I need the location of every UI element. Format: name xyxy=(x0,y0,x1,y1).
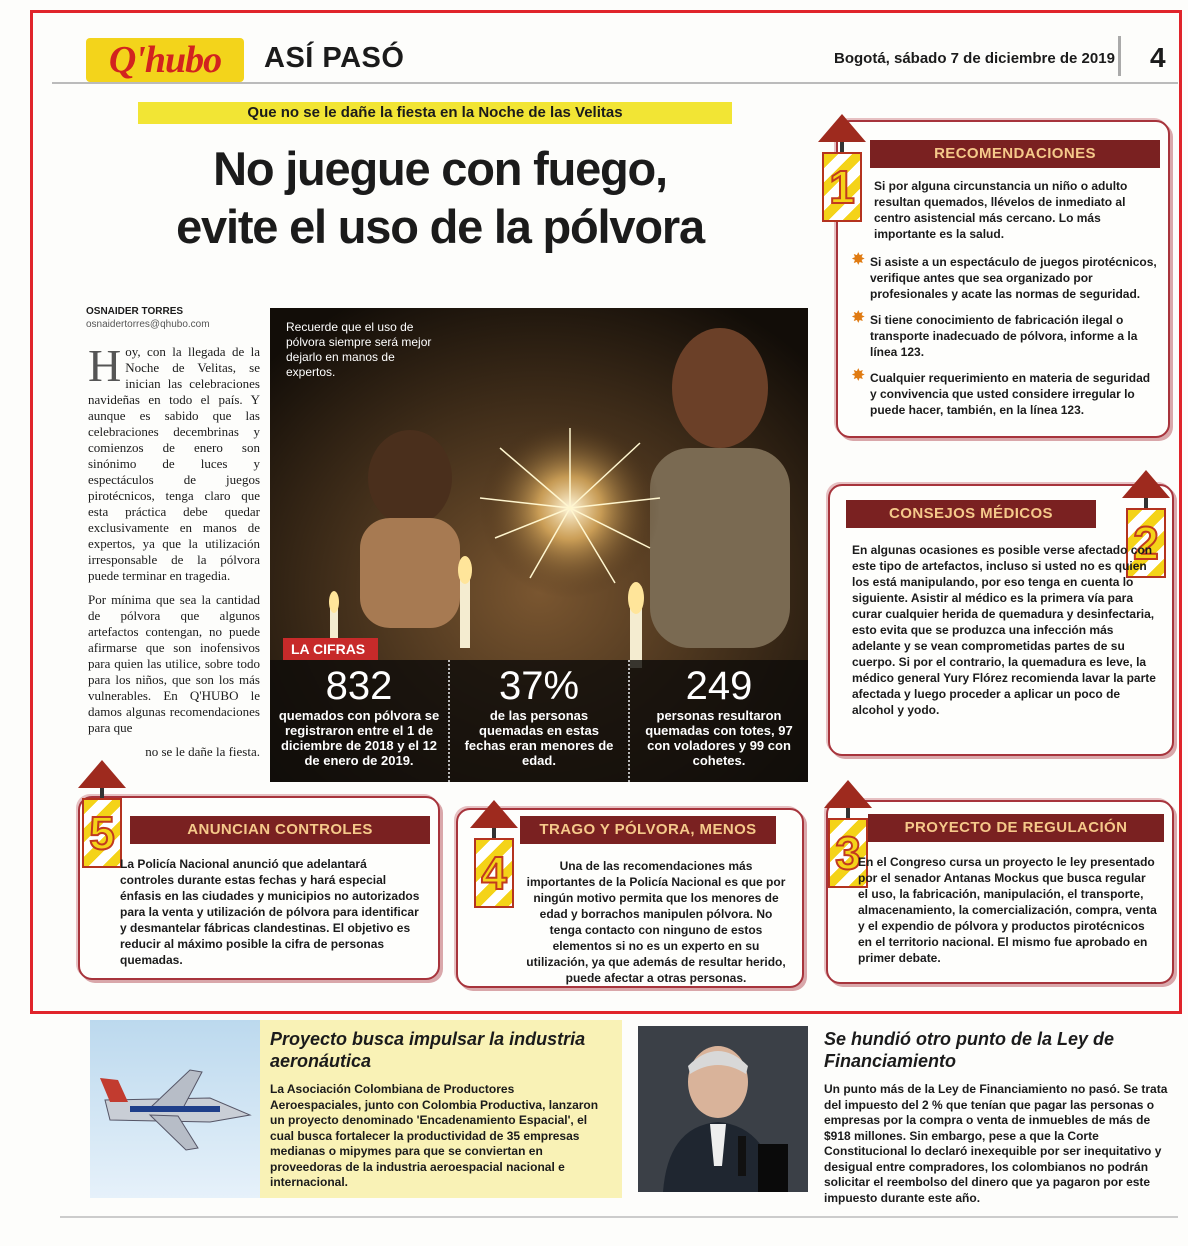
rocket-stick xyxy=(846,808,850,818)
box-anuncian-controles-title: ANUNCIAN CONTROLES xyxy=(130,816,430,844)
author-email: osnaidertorres@qhubo.com xyxy=(86,319,210,330)
rec-item-text: Si tiene conocimiento de fabricación ilegal o transporte inadecuado de pólvora, informe a la línea 123. xyxy=(870,313,1138,359)
rocket-cone xyxy=(1122,470,1170,498)
story-financiamiento-body: Un punto más de la Ley de Financiamiento no pasó. Se trata del impuesto del 2 % que tenían que pagar las personas o empresas por la compra o venta de inmuebles de más de $918 millones. Sin embargo, pese a que la Corte Constitucional lo declaró inexequible por ser inequitativo y desigual entre compradores, los colombianos no podrán solicitar el reembolso del dinero que ya pagaron por este impuesto durante este año. xyxy=(824,1082,1168,1205)
box-recomendaciones-title: RECOMENDACIONES xyxy=(870,140,1160,168)
stat-item xyxy=(270,660,450,782)
dateline: Bogotá, sábado 7 de diciembre de 2019 xyxy=(834,50,1115,67)
rocket-cone xyxy=(818,114,866,142)
paragraph-1 xyxy=(88,340,260,584)
rocket-body xyxy=(474,838,514,908)
portrait-illustration xyxy=(638,1026,808,1192)
page-number: 4 xyxy=(1150,42,1166,73)
rocket-number: 1 xyxy=(829,161,855,213)
stat-item xyxy=(450,660,630,782)
rec-item-text: Cualquier requerimiento en materia de seguridad y convivencia que usted considere irregular lo puede hacer, también, en la línea 123. xyxy=(870,371,1151,417)
rec-item xyxy=(852,309,1158,360)
rocket-marker-4 xyxy=(470,800,518,908)
rocket-stick xyxy=(492,828,496,838)
rocket-cone xyxy=(470,800,518,828)
box-consejos-medicos-body: En algunas ocasiones es posible verse afectado con este tipo de artefactos, incluso si usted no es quien los está manipulando, por eso tenga en cuenta lo siguiente. Asistir al médico es la primera vía para curar cualquier herida de quemadura y desinfectaria, esto evita que se produzca una infección más adelante y se vean comprometidas partes de su cuerpo. Si por el contrario, la quemadura es leve, la médico general Yury Flórez recomienda lavar la parte afectada y luego proceder a aplicar un poco de alcohol y yodo. xyxy=(852,543,1156,717)
jet-illustration xyxy=(90,1020,260,1198)
box-trago-polvora-body: Una de las recomendaciones más importantes de la Policía Nacional es que por ningún motivo permita que los menores de edad y borrachos manipulen pólvora. No tenga contacto con ninguno de estos elementos si no es un experto en su utilización, ya que además de resultar herido, puede afectar a otras personas. xyxy=(526,859,786,985)
rec-item xyxy=(852,251,1158,302)
jet-photo xyxy=(90,1020,260,1198)
story-aeronautica xyxy=(90,1020,622,1198)
star-icon: ✸ xyxy=(852,251,865,268)
story-financiamiento-title: Se hundió otro punto de la Ley de Financiamiento xyxy=(824,1029,1115,1071)
sparkler-photo xyxy=(270,308,808,782)
stats-label: LA CIFRAS xyxy=(283,638,378,660)
rocket-number: 5 xyxy=(89,807,115,859)
rocket-marker-5 xyxy=(78,760,126,868)
paragraph-2-end: no se le dañe la fiesta. xyxy=(145,744,260,759)
rocket-number: 2 xyxy=(1133,517,1159,569)
stat-description: quemados con pólvora se registraron entre el 1 de diciembre de 2018 y el 12 de enero de 2019. xyxy=(278,708,440,768)
rocket-stick xyxy=(840,142,844,152)
rocket-stick xyxy=(1144,498,1148,508)
header-divider xyxy=(1118,36,1121,76)
story-aeronautica-body: La Asociación Colombiana de Productores Aeroespaciales, junto con Colombia Productiva, lanzaron un proyecto denominado 'Encadenamiento Espacial', el cual busca fortalecer la productividad de 35 empresas medianas o mipymes para que se conviertan en proveedoras de la industria aeroespacial nacional e internacional. xyxy=(270,1082,599,1189)
paragraph-2-text: Por mínima que sea la cantidad de pólvora que algunos artefactos contengan, no puede afirmarse que son inofensivos para quien las utilice, sobre todo para los niños, que son los más vulnerables. En Q'HUBO le damos algunas recomendaciones para que xyxy=(88,592,260,735)
story-aeronautica-title: Proyecto busca impulsar la industria aeronáutica xyxy=(270,1029,586,1071)
stat-number: 249 xyxy=(685,664,753,708)
star-icon: ✸ xyxy=(852,367,865,384)
rocket-number: 4 xyxy=(481,847,507,899)
stat-item xyxy=(630,660,808,782)
bottom-rule xyxy=(60,1216,1178,1218)
headline-line-2: evite el uso de la pólvora xyxy=(176,200,704,253)
article-body xyxy=(88,340,260,768)
drop-cap: H xyxy=(88,340,122,391)
header-rule xyxy=(52,82,1178,84)
rocket-cone xyxy=(78,760,126,788)
box-consejos-medicos-title: CONSEJOS MÉDICOS xyxy=(846,500,1096,528)
box-recomendaciones-body xyxy=(852,178,1158,428)
headline-line-1: No juegue con fuego, xyxy=(213,142,667,195)
rec-item xyxy=(852,367,1158,418)
author-name: OSNAIDER TORRES xyxy=(86,306,184,317)
rec-intro: Si por alguna circunstancia un niño o adulto resultan quemados, llévelos de inmediato al centro asistencial más cercano. Lo más importante es la salud. xyxy=(874,179,1128,241)
rocket-stick xyxy=(100,788,104,798)
photo-caption: Recuerde que el uso de pólvora siempre será mejor dejarlo en manos de expertos. xyxy=(286,320,432,379)
stats-panel xyxy=(270,660,808,782)
box-proyecto-regulacion-body: En el Congreso cursa un proyecto le ley presentado por el senador Antanas Mockus que busca regular el uso, la fabricación, manipulación, el transporte, almacenamiento, la comercialización, compra, venta y el expendio de pólvora y productos pirotécnicos en el territorio nacional. El mismo fue aprobado en primer debate. xyxy=(858,855,1157,965)
box-proyecto-regulacion-title: PROYECTO DE REGULACIÓN xyxy=(868,814,1164,842)
stat-description: de las personas quemadas en estas fechas eran menores de edad. xyxy=(464,708,614,768)
stat-description: personas resultaron quemadas con totes, 97 con voladores y 99 con cohetes. xyxy=(645,708,793,768)
rocket-cone xyxy=(824,780,872,808)
rocket-body xyxy=(82,798,122,868)
duque-photo xyxy=(638,1026,808,1192)
section-title: ASÍ PASÓ xyxy=(264,42,405,74)
rocket-number: 3 xyxy=(835,827,861,879)
kicker: Que no se le dañe la fiesta en la Noche de las Velitas xyxy=(138,102,732,124)
rec-item-text: Si asiste a un espectáculo de juegos pirotécnicos, verifique antes que sea organizado por profesionales y acate las normas de seguridad. xyxy=(870,255,1157,301)
paragraph-1-text: oy, con la llegada de la Noche de Velitas, se inician las celebraciones navideñas en todo el país. Y aunque es sabido que las celebraciones decembrinas y comienzos de enero son sinónimo de luces y espectáculos de juegos pirotécnicos, tenga claro que esta práctica debe quedar exclusivamente en manos de expertos, ya que la utilización irresponsable de la pólvora puede terminar en tragedia. xyxy=(88,344,260,583)
star-icon: ✸ xyxy=(852,309,865,326)
stat-number: 832 xyxy=(325,664,393,708)
headline xyxy=(90,140,790,256)
qhubo-logo: Q'hubo xyxy=(86,38,244,82)
stat-number: 37% xyxy=(498,664,580,708)
paragraph-2 xyxy=(88,592,260,736)
box-anuncian-controles-body: La Policía Nacional anunció que adelantará controles durante estas fechas y hará especial énfasis en las ciudades y municipios no autorizados para la venta y utilización de pólvora para identificar y desmantelar fábricas clandestinas. El objetivo es reducir al máximo posible la cifra de personas quemadas. xyxy=(120,857,420,967)
box-trago-polvora-title: TRAGO Y PÓLVORA, MENOS xyxy=(520,816,776,844)
